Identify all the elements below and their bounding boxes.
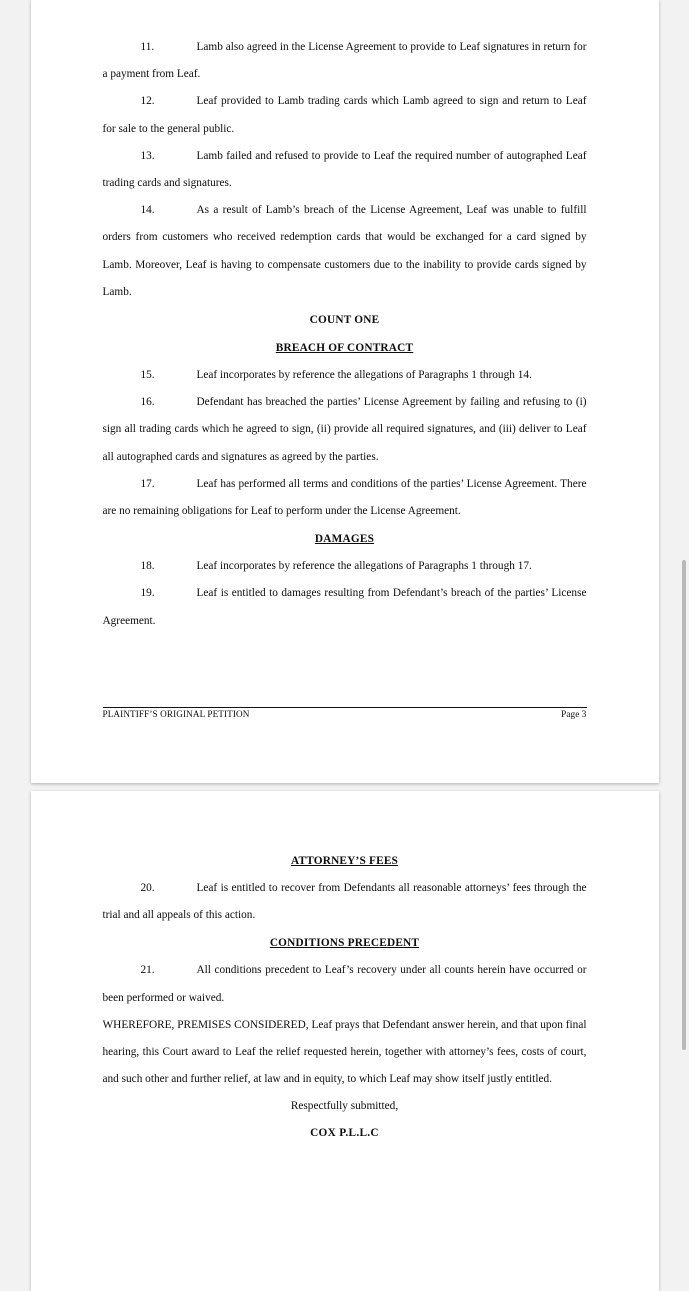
paragraph-wherefore: WHEREFORE, PREMISES CONSIDERED, Leaf prays that Defendant answer herein, and that upon final hearing, this Court award to Leaf the relief requested herein, together with attorney’s fees, costs of court, and such other and further relief, at law and in equity, to which Leaf may show itself justly entitled. [102, 1018, 587, 1086]
paragraph-13-number: 13. [140, 149, 155, 162]
paragraph-17-text: Leaf has performed all terms and conditions of the parties’ License Agreement. There are no remaining obligations for Leaf to perform under the License Agreement. [102, 477, 587, 518]
paragraph-11 [103, 34, 587, 88]
paragraph-15-text: Leaf incorporates by reference the allegations of Paragraphs 1 through 14. [196, 369, 532, 382]
paragraph-21-number: 21. [140, 964, 155, 977]
paragraph-12-text: Leaf provided to Lamb trading cards which Lamb agreed to sign and return to Leaf for sale to the general public. [102, 95, 587, 135]
vertical-scrollbar[interactable] [682, 560, 686, 1050]
paragraph-19 [103, 580, 587, 634]
paragraph-12-number: 12. [140, 95, 155, 108]
paragraph-19-text: Leaf is entitled to damages resulting from Defendant’s breach of the parties’ License Agreement. [102, 587, 587, 627]
paragraph-19-number: 19. [140, 587, 155, 600]
signature-firm-name: COX P.L.L.C [310, 1127, 379, 1140]
heading-attorneys-fees [103, 847, 587, 875]
paragraph-11-number: 11. [140, 41, 155, 53]
paragraph-17 [103, 471, 587, 525]
page-3-footer-page-number: Page 3 [561, 708, 587, 719]
paragraph-15 [103, 362, 587, 389]
signature-lead-in: Respectfully submitted, [290, 1100, 399, 1113]
viewer-left-margin [0, 0, 30, 1291]
paragraph-18-number: 18. [140, 560, 155, 573]
page-3-blank-space [103, 635, 587, 699]
paragraph-14 [103, 197, 587, 306]
paragraph-16-number: 16. [140, 396, 155, 409]
heading-attorneys-fees-text: ATTORNEY’S FEES [290, 855, 399, 867]
page-3-footer [103, 708, 587, 719]
page-3-content [103, 34, 587, 719]
heading-count-one-text: COUNT ONE [309, 314, 380, 327]
heading-conditions-precedent-text: CONDITIONS PRECEDENT [269, 937, 420, 950]
paragraph-21-text: All conditions precedent to Leaf’s recovery under all counts herein have occurred or been performed or waived. [102, 964, 587, 1004]
heading-damages-text: DAMAGES [314, 533, 375, 546]
heading-count-one [103, 306, 587, 334]
page-4-content [103, 847, 587, 1147]
paragraph-20-number: 20. [140, 882, 155, 894]
paragraph-13 [103, 143, 587, 197]
paragraph-18 [103, 553, 587, 580]
paragraph-11-text: Lamb also agreed in the License Agreement to provide to Leaf signatures in return for a payment from Leaf. [102, 41, 587, 81]
page-3-footer-title: PLAINTIFF’S ORIGINAL PETITION [102, 708, 250, 719]
paragraph-20-text: Leaf is entitled to recover from Defendants all reasonable attorneys’ fees through the trial and all appeals of this action. [102, 882, 587, 922]
paragraph-18-text: Leaf incorporates by reference the allegations of Paragraphs 1 through 17. [196, 560, 532, 573]
heading-conditions-precedent [103, 929, 587, 957]
paragraph-17-number: 17. [140, 477, 155, 490]
paragraph-21 [103, 957, 587, 1011]
paragraph-16-text: Defendant has breached the parties’ License Agreement by failing and refusing to (i) sign all trading cards which he agreed to sign, (ii) provide all required signatures, and (iii) deliver to Leaf all autographed cards and signatures as agreed by the parties. [102, 396, 587, 463]
paragraph-13-text: Lamb failed and refused to provide to Leaf the required number of autographed Leaf trading cards and signatures. [102, 149, 587, 190]
heading-breach-of-contract-text: BREACH OF CONTRACT [275, 342, 414, 355]
document-page-3 [31, 0, 659, 783]
heading-breach-of-contract [103, 334, 587, 362]
paragraph-16 [103, 389, 587, 471]
paragraph-12 [103, 88, 587, 142]
document-page-4 [31, 791, 659, 1291]
paragraph-15-number: 15. [140, 369, 155, 382]
paragraph-20 [103, 875, 587, 929]
paragraph-14-number: 14. [140, 204, 155, 217]
heading-damages [103, 525, 587, 553]
paragraph-14-text: As a result of Lamb’s breach of the License Agreement, Leaf was unable to fulfill orders from customers who received redemption cards that would be exchanged for a card signed by Lamb. Moreover, Leaf is having to compensate customers due to the inability to provide cards signed by Lamb. [102, 204, 587, 298]
